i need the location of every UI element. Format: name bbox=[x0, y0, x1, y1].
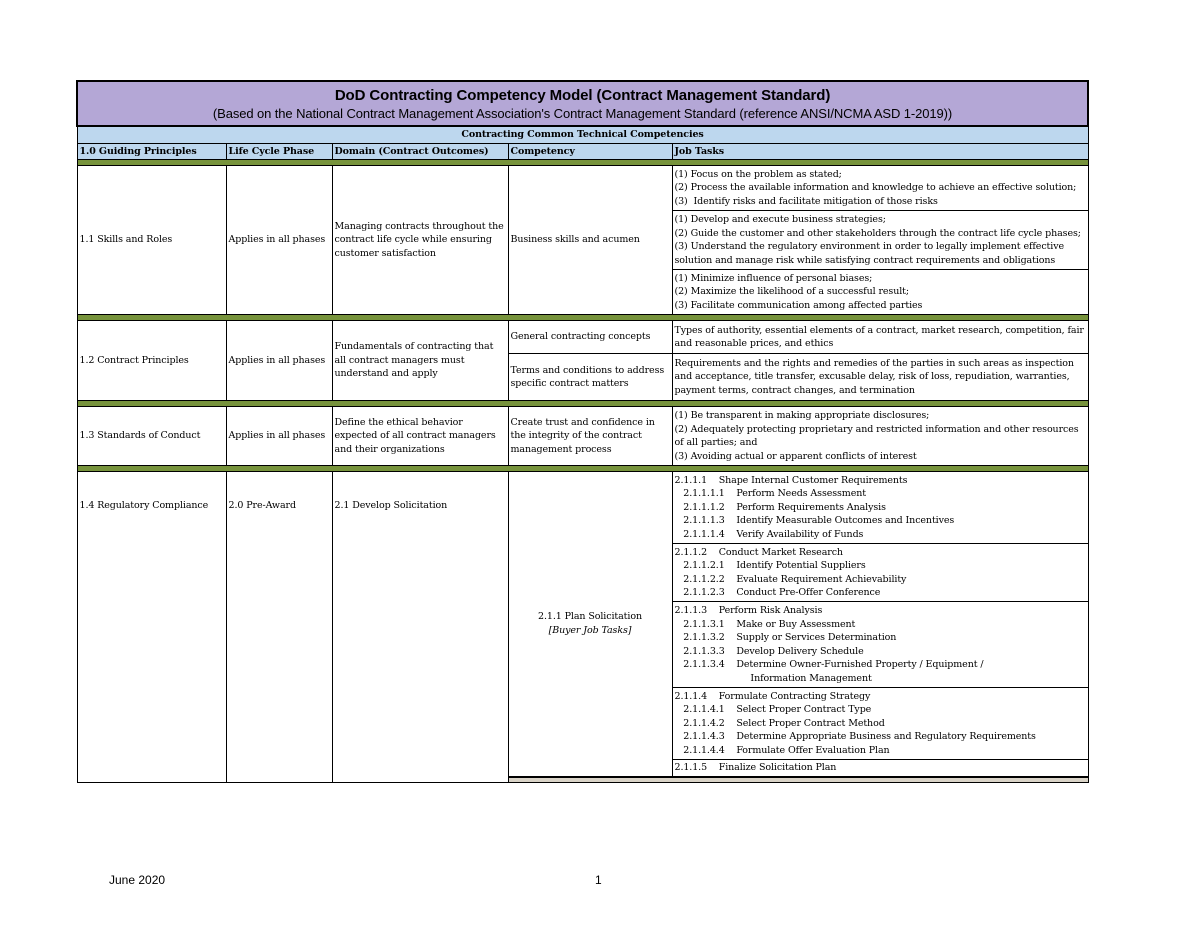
column-header-phase: Life Cycle Phase bbox=[226, 143, 332, 160]
job-task-cell bbox=[672, 407, 1088, 466]
table-row bbox=[77, 407, 1088, 466]
job-task-cell bbox=[672, 472, 1088, 544]
page-title: DoD Contracting Competency Model (Contract Management Standard) bbox=[334, 87, 831, 104]
competency-cell: Business skills and acumen bbox=[508, 166, 672, 315]
principle-cell: 1.1 Skills and Roles bbox=[77, 166, 226, 315]
job-task-text: Requirements and the rights and remedies of the parties in such areas as inspection and acceptance, title transfer, excusable delay, risk of loss, repudiation, warranties, payment terms, contract changes, and termination bbox=[674, 357, 1074, 396]
competency-cell: Create trust and confidence in the integrity of the contract management process bbox=[508, 407, 672, 466]
job-task-text: Types of authority, essential elements of a contract, market research, competition, fair and reasonable prices, and ethics bbox=[674, 324, 1084, 349]
title-cell bbox=[77, 81, 1088, 126]
column-header-competency: Competency bbox=[508, 143, 672, 160]
phase-cell: Applies in all phases bbox=[226, 166, 332, 315]
job-task-text: (1) Minimize influence of personal biases; (2) Maximize the likelihood of a successful result; (3) Facilitate communication among affected parties bbox=[674, 272, 923, 311]
page-subtitle: (Based on the National Contract Management Association's Contract Management Standard (reference ANSI/NCMA ASD 1-2019)) bbox=[212, 106, 953, 121]
spreadsheet-page bbox=[76, 80, 1087, 783]
page-number: 1 bbox=[595, 873, 602, 887]
column-header-principles: 1.0 Guiding Principles bbox=[77, 143, 226, 160]
column-header-domain: Domain (Contract Outcomes) bbox=[332, 143, 508, 160]
phase-cell: 2.0 Pre-Award bbox=[226, 472, 332, 777]
band-row bbox=[77, 126, 1088, 143]
table-row bbox=[77, 321, 1088, 354]
job-task-cell bbox=[672, 321, 1088, 354]
table-row bbox=[77, 472, 1088, 544]
competency-title: 2.1.1 Plan Solicitation bbox=[538, 611, 642, 623]
title-row bbox=[77, 81, 1088, 126]
column-header-job-tasks: Job Tasks bbox=[672, 143, 1088, 160]
competency-cell: General contracting concepts bbox=[508, 321, 672, 354]
job-task-cell bbox=[672, 211, 1088, 270]
competency-cell: Terms and conditions to address specific contract matters bbox=[508, 354, 672, 401]
job-task-text: 2.1.1.1 Shape Internal Customer Requirements 2.1.1.1.1 Perform Needs Assessment 2.1.1.1.2 Perform Requirements Analysis 2.1.1.1.3 Identify Measurable Outcomes and Incentives 2.1.1.1.4 Verify Availability of Funds bbox=[674, 474, 955, 540]
phase-cell: Applies in all phases bbox=[226, 321, 332, 401]
domain-cell: Define the ethical behavior expected of all contract managers and their organizations bbox=[332, 407, 508, 466]
phase-cell: Applies in all phases bbox=[226, 407, 332, 466]
section-band: Contracting Common Technical Competencies bbox=[77, 126, 1088, 143]
table-end-bar bbox=[508, 777, 1088, 783]
job-task-cell bbox=[672, 688, 1088, 760]
job-task-cell bbox=[672, 760, 1088, 777]
job-task-text: 2.1.1.2 Conduct Market Research 2.1.1.2.1 Identify Potential Suppliers 2.1.1.2.2 Evaluate Requirement Achievability 2.1.1.2.3 Conduct Pre-Offer Conference bbox=[674, 546, 907, 598]
domain-cell: 2.1 Develop Solicitation bbox=[332, 472, 508, 777]
job-task-text: 2.1.1.5 Finalize Solicitation Plan bbox=[674, 762, 837, 773]
principle-cell: 1.2 Contract Principles bbox=[77, 321, 226, 401]
competency-cell bbox=[508, 472, 672, 777]
domain-cell: Managing contracts throughout the contract life cycle while ensuring customer satisfaction bbox=[332, 166, 508, 315]
competency-note: [Buyer Job Tasks] bbox=[548, 624, 632, 636]
job-task-cell bbox=[672, 354, 1088, 401]
job-task-cell bbox=[672, 166, 1088, 211]
table-end-row bbox=[77, 777, 1088, 783]
job-task-cell bbox=[672, 544, 1088, 602]
job-task-text: 2.1.1.3 Perform Risk Analysis 2.1.1.3.1 Make or Buy Assessment 2.1.1.3.2 Supply or Services Determination 2.1.1.3.3 Develop Delivery Schedule 2.1.1.3.4 Determine Owner-Furnished Property / Equipment / Information Management bbox=[674, 605, 984, 684]
principle-cell: 1.3 Standards of Conduct bbox=[77, 407, 226, 466]
job-task-text: (1) Focus on the problem as stated; (2) Process the available information and knowledge to achieve an effective solution; (3) Identify risks and facilitate mitigation of those risks bbox=[674, 168, 1077, 207]
principle-cell: 1.4 Regulatory Compliance bbox=[77, 472, 226, 777]
job-task-text: (1) Develop and execute business strategies; (2) Guide the customer and other stakeholders through the contract life cycle phases; (3) Understand the regulatory environment in order to legally implement effective solution and manage risk while satisfying contract requirements and obligations bbox=[674, 214, 1081, 266]
domain-cell: Fundamentals of contracting that all contract managers must understand and apply bbox=[332, 321, 508, 401]
job-task-text: (1) Be transparent in making appropriate disclosures; (2) Adequately protecting proprietary and restricted information and other resources of all parties; and (3) Avoiding actual or apparent conflicts of interest bbox=[674, 410, 1079, 462]
job-task-cell bbox=[672, 602, 1088, 688]
competency-table bbox=[76, 80, 1089, 783]
job-task-text: 2.1.1.4 Formulate Contracting Strategy 2.1.1.4.1 Select Proper Contract Type 2.1.1.4.2 Select Proper Contract Method 2.1.1.4.3 Determine Appropriate Business and Regulatory Requirements 2.1.1.4.4 Formulate Offer Evaluation Plan bbox=[674, 690, 1036, 756]
footer-date: June 2020 bbox=[109, 873, 166, 887]
header-row bbox=[77, 143, 1088, 160]
table-row bbox=[77, 166, 1088, 211]
job-task-cell bbox=[672, 270, 1088, 315]
